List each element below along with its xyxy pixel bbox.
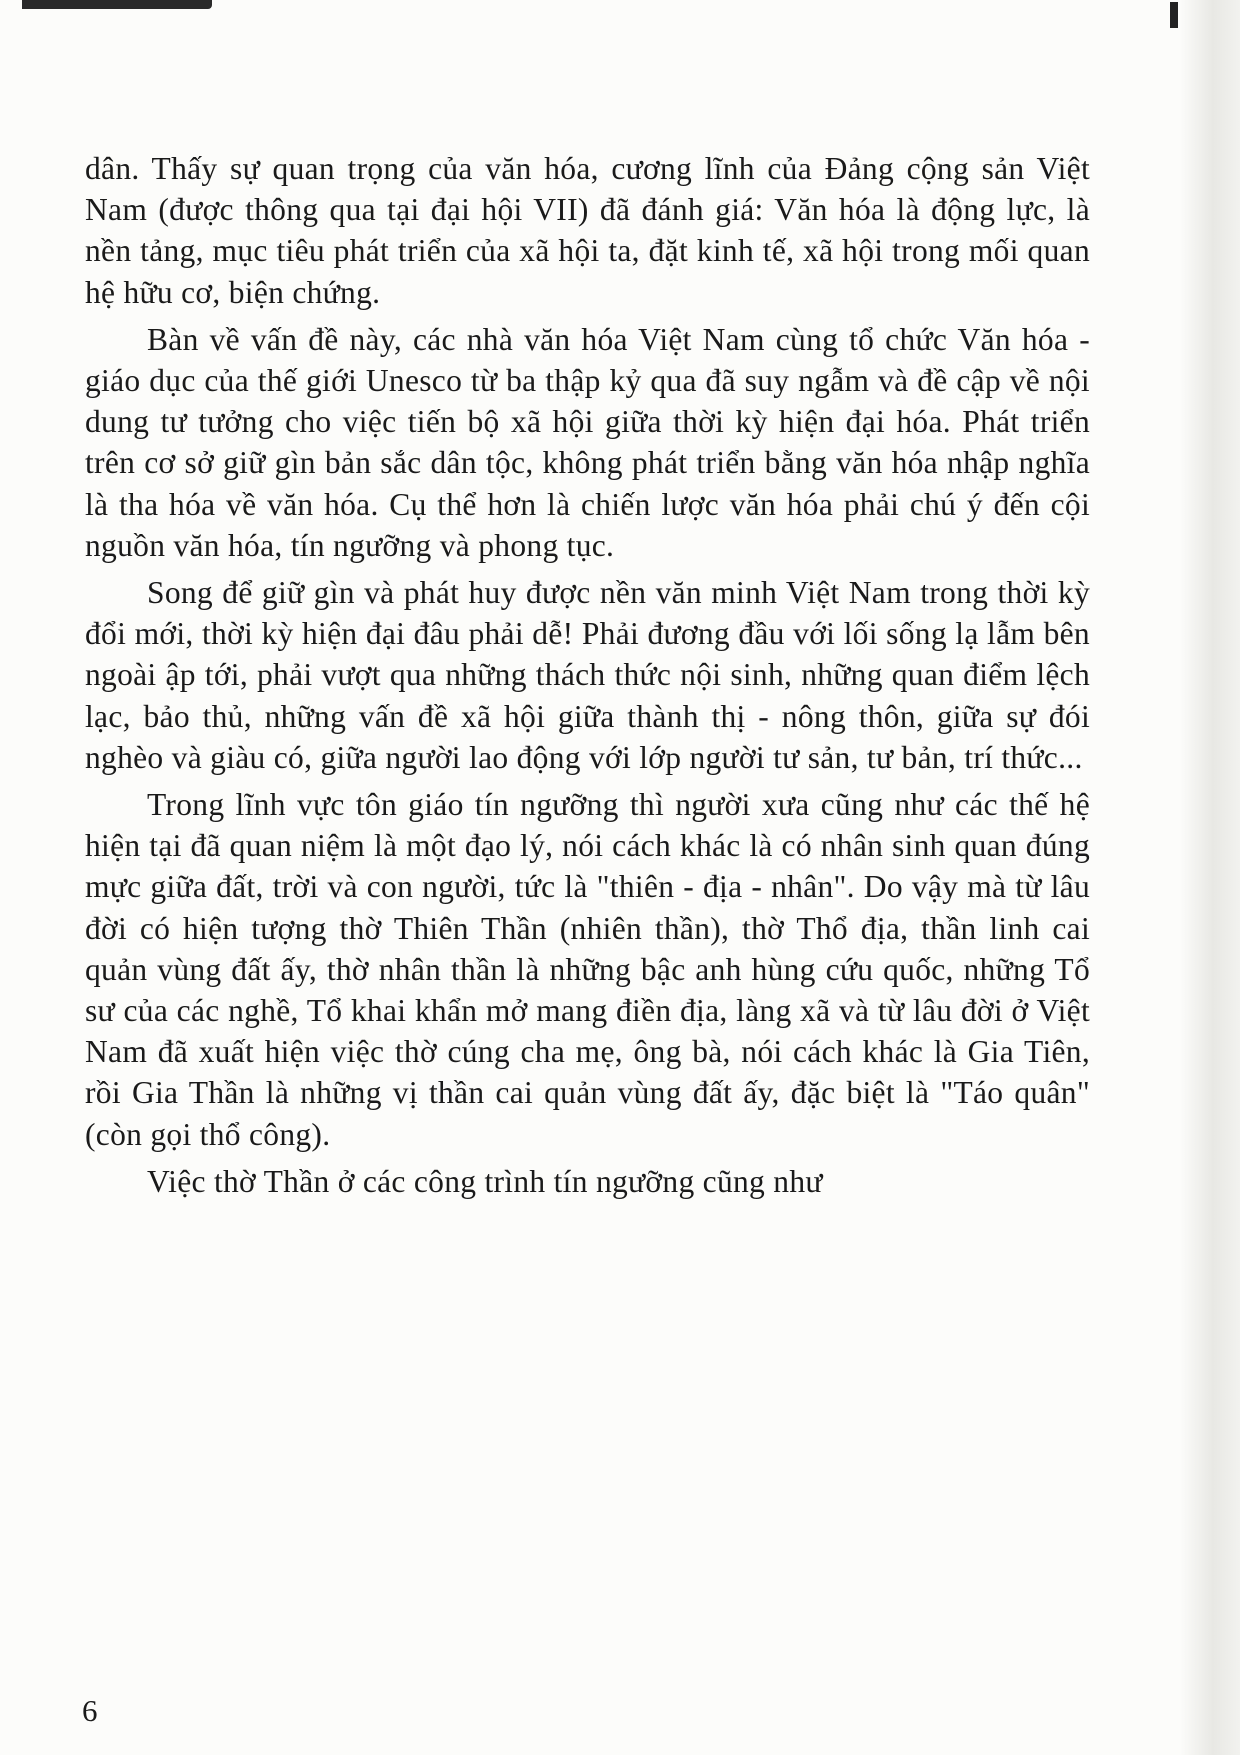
top-rule-decoration <box>22 0 212 9</box>
page-number: 6 <box>82 1693 98 1728</box>
body-text <box>85 148 1090 1208</box>
paragraph: Bàn về vấn đề này, các nhà văn hóa Việt Nam cùng tổ chức Văn hóa - giáo dục của thế giới Unesco từ ba thập kỷ qua đã suy ngẫm và đề cập về nội dung tư tưởng cho việc tiến bộ xã hội giữa thời kỳ hiện đại hóa. Phát triển trên cơ sở giữ gìn bản sắc dân tộc, không phát triển bằng văn hóa nhập nghĩa là tha hóa về văn hóa. Cụ thể hơn là chiến lược văn hóa phải chú ý đến cội nguồn văn hóa, tín ngưỡng và phong tục. <box>85 321 1090 563</box>
paragraph: Việc thờ Thần ở các công trình tín ngưỡng cũng như <box>147 1163 823 1199</box>
paragraph: Trong lĩnh vực tôn giáo tín ngưỡng thì người xưa cũng như các thế hệ hiện tại đã quan niệm là một đạo lý, nói cách khác là có nhân sinh quan đúng mực giữa đất, trời và con người, tức là "thiên - địa - nhân". Do vậy mà từ lâu đời có hiện tượng thờ Thiên Thần (nhiên thần), thờ Thổ địa, thần linh cai quản vùng đất ấy, thờ nhân thần là những bậc anh hùng cứu quốc, những Tổ sư của các nghề, Tổ khai khẩn mở mang điền địa, làng xã và từ lâu đời ở Việt Nam đã xuất hiện việc thờ cúng cha mẹ, ông bà, nói cách khác là Gia Tiên, rồi Gia Thần là những vị thần cai quản vùng đất ấy, đặc biệt là "Táo quân" (còn gọi thổ công). <box>85 787 1090 1152</box>
paragraph: Song để giữ gìn và phát huy được nền văn minh Việt Nam trong thời kỳ đổi mới, thời kỳ hiện đại đâu phải dễ! Phải đương đầu với lối sống lạ lẫm bên ngoài ập tới, phải vượt qua những thách thức nội sinh, những quan điểm lệch lạc, bảo thủ, những vấn đề xã hội giữa thành thị - nông thôn, giữa sự đói nghèo và giàu có, giữa người lao động với lớp người tư sản, tư bản, trí thức... <box>85 575 1090 775</box>
paragraph-continued: dân. Thấy sự quan trọng của văn hóa, cương lĩnh của Đảng cộng sản Việt Nam (được thông qua tại đại hội VII) đã đánh giá: Văn hóa là động lực, là nền tảng, mục tiêu phát triển của xã hội ta, đặt kinh tế, xã hội trong mối quan hệ hữu cơ, biện chứng. <box>85 151 1090 310</box>
spine-shadow <box>1180 0 1240 1755</box>
corner-mark-decoration <box>1170 2 1178 28</box>
